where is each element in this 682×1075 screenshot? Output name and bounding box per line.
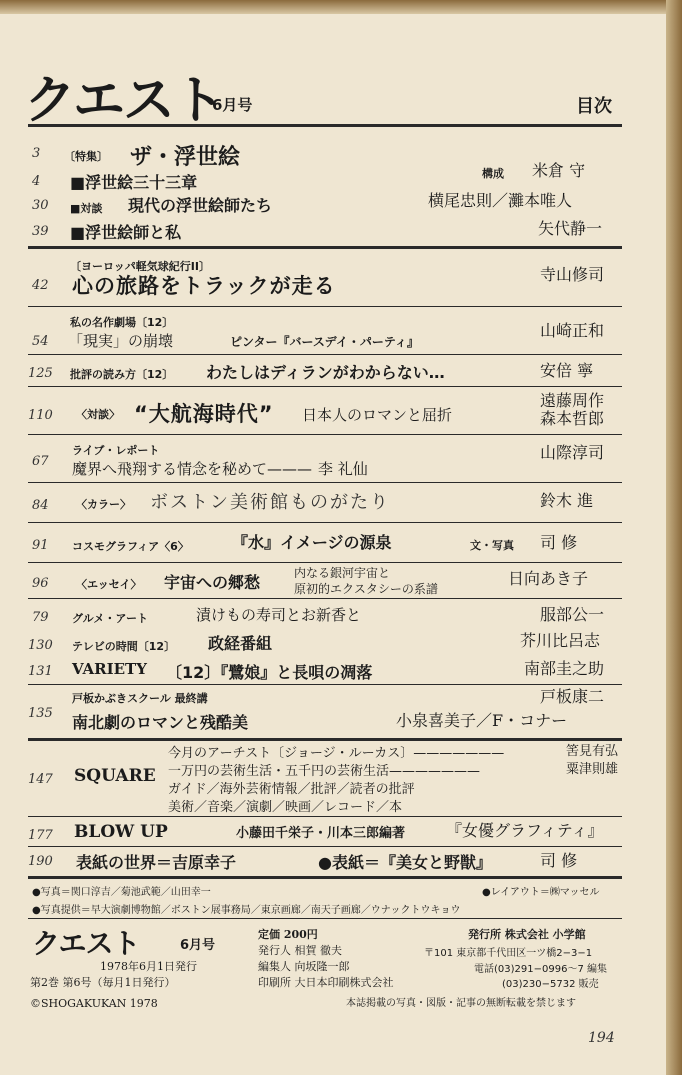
header-rule xyxy=(28,124,622,127)
author-name: 服部公一 xyxy=(540,605,605,624)
section-rule xyxy=(28,522,622,523)
author-name: 鈴木 進 xyxy=(540,491,594,510)
page-number: 130 xyxy=(28,638,53,653)
category-label: グルメ・アート xyxy=(72,612,149,625)
section-rule xyxy=(28,562,622,563)
article-subtitle: 内なる銀河宇宙と xyxy=(294,566,391,580)
article-title: わたしはディランがわからない… xyxy=(206,363,445,382)
category-label: 〈カラー〉 xyxy=(76,498,131,511)
author-name: 日向あき子 xyxy=(508,569,589,588)
page-number: 79 xyxy=(32,610,49,625)
section-rule xyxy=(28,246,622,249)
copyright: ©SHOGAKUKAN 1978 xyxy=(30,997,158,1010)
section-rule xyxy=(28,846,622,847)
category-label: コスモグラフィア〈6〉 xyxy=(72,540,189,553)
publisher-address: 〒101 東京都千代田区一ツ橋2−3−1 xyxy=(424,948,593,959)
section-rule xyxy=(28,684,622,685)
page-number: 135 xyxy=(28,706,53,721)
category-label: 〔特集〕 xyxy=(64,150,108,163)
section-rule xyxy=(28,482,622,483)
article-title: 一万円の芸術生活・五千円の芸術生活——————— xyxy=(168,764,481,779)
article-title: “大航海時代” xyxy=(134,402,274,426)
section-rule xyxy=(28,598,622,599)
page-number: 39 xyxy=(32,224,49,239)
section-rule xyxy=(28,434,622,435)
author-name: 戸板康二 xyxy=(540,687,605,706)
page-number: 67 xyxy=(32,454,49,469)
phone-editorial: 電話(03)291−0996〜7 編集 xyxy=(474,964,607,975)
article-title: ■浮世絵三十三章 xyxy=(70,173,198,192)
author-name: 司 修 xyxy=(540,851,578,870)
article-title: ■浮世絵師と私 xyxy=(70,223,182,242)
section-rule xyxy=(28,738,622,741)
article-title: 「現実」の崩壊 xyxy=(68,332,174,350)
copyright-notice: 本誌掲載の写真・図版・記事の無断転載を禁じます xyxy=(346,998,576,1009)
author-name: 山崎正和 xyxy=(540,321,605,340)
article-title: ザ・浮世絵 xyxy=(130,145,241,170)
page-number: 125 xyxy=(28,366,53,381)
page-number: 4 xyxy=(32,174,41,189)
page-spine-edge xyxy=(666,0,682,1075)
article-title: 南北劇のロマンと残酷美 xyxy=(72,713,249,732)
author-name: 森本哲郎 xyxy=(540,409,605,428)
article-subtitle: ピンター『バースデイ・パーティ』 xyxy=(230,335,419,349)
author-name: 寺山修司 xyxy=(540,265,605,284)
price: 定価 200円 xyxy=(258,928,318,941)
article-title: 小藤田千栄子・川本三郎編著 xyxy=(236,826,406,841)
printer-line: 印刷所 大日本印刷株式会社 xyxy=(258,976,394,989)
layout-credit: ●レイアウト＝㈱マッセル xyxy=(482,887,600,898)
category-label: BLOW UP xyxy=(74,822,168,842)
page-title: 目次 xyxy=(576,96,612,117)
author-name: 司 修 xyxy=(540,533,578,552)
category-label: 私の名作劇場〔12〕 xyxy=(70,316,174,329)
article-title: 〔12〕『鷺娘』と長唄の凋落 xyxy=(166,663,373,682)
editor-line: 編集人 向坂隆一郎 xyxy=(258,960,350,973)
category-label: 〈エッセイ〉 xyxy=(76,578,142,591)
category-label: ■対談 xyxy=(70,202,103,215)
page-number: 96 xyxy=(32,576,49,591)
page-number: 190 xyxy=(28,854,53,869)
publish-date: 1978年6月1日発行 xyxy=(100,960,197,973)
author-name: 筈見有弘 xyxy=(566,744,619,759)
page-number: 110 xyxy=(28,408,53,423)
author-name: 李 礼仙 xyxy=(318,460,368,478)
page-number: 91 xyxy=(32,538,49,553)
article-title: ●表紙＝『美女と野獣』 xyxy=(318,853,492,872)
credit-label: 文・写真 xyxy=(470,539,514,552)
article-title: ボストン美術館ものがたり xyxy=(150,492,390,513)
colophon-logo: クエスト xyxy=(32,927,140,960)
author-name: 矢代静一 xyxy=(538,219,603,238)
article-subtitle: 原初的エクスタシーの系譜 xyxy=(294,582,438,596)
publishing-house: 発行所 株式会社 小学館 xyxy=(468,928,586,941)
author-name: 芥川比呂志 xyxy=(520,631,601,650)
page-number: 84 xyxy=(32,498,49,513)
article-title: 心の旅路をトラックが走る xyxy=(72,274,336,298)
author-name: 安倍 寧 xyxy=(540,361,594,380)
article-title: 漬けもの寿司とお新香と xyxy=(196,606,362,624)
article-title: 美術／音楽／演劇／映画／レコード／本 xyxy=(168,800,403,815)
footnote-rule xyxy=(28,918,622,919)
author-name: 小泉喜美子／F・コナー xyxy=(396,711,568,730)
page-number: 30 xyxy=(32,198,49,213)
section-rule xyxy=(28,354,622,355)
colophon-issue: 6月号 xyxy=(180,938,216,953)
category-label: テレビの時間〔12〕 xyxy=(72,640,176,653)
category-label: VARIETY xyxy=(72,660,147,678)
page-number: 42 xyxy=(32,278,49,293)
photo-credits: ●写真＝関口淳吉／菊池武範／山田幸一 xyxy=(32,887,211,898)
section-rule xyxy=(28,876,622,879)
article-title: 現代の浮世絵師たち xyxy=(128,196,273,215)
publisher-line: 発行人 相賀 徹夫 xyxy=(258,944,342,957)
volume-info: 第2巻 第6号（毎月1日発行） xyxy=(30,976,176,989)
article-title: 宇宙への郷愁 xyxy=(164,573,261,592)
section-rule xyxy=(28,816,622,817)
photo-providers: ●写真提供＝早大演劇博物館／ボストン展事務局／東京画廊／南天子画廊／ウナックトウキョウ xyxy=(32,905,461,916)
article-title: 政経番組 xyxy=(208,634,273,653)
category-label: 戸板かぶきスクール 最終講 xyxy=(72,692,208,705)
page-top-edge xyxy=(0,0,682,14)
article-title: 表紙の世界＝吉原幸子 xyxy=(76,853,237,872)
page-number: 54 xyxy=(32,334,49,349)
category-label: SQUARE xyxy=(74,766,156,786)
article-title: 今月のアーチスト〔ジョージ・ルーカス〕——————— xyxy=(168,746,505,761)
magazine-logo: クエスト xyxy=(24,70,223,131)
author-name: 南部圭之助 xyxy=(524,659,605,678)
author-name: 粟津則雄 xyxy=(566,762,619,777)
article-subtitle: 日本人のロマンと屈折 xyxy=(302,406,453,424)
page-number: 3 xyxy=(32,146,41,161)
article-subtitle: 『女優グラフィティ』 xyxy=(446,821,604,840)
phone-sales: (03)230−5732 販売 xyxy=(502,979,599,990)
page-number: 177 xyxy=(28,828,53,843)
page-number: 131 xyxy=(28,664,53,679)
category-label: 〔ヨーロッパ軽気球紀行II〕 xyxy=(70,260,210,273)
article-title: 『水』イメージの源泉 xyxy=(232,533,392,552)
section-rule xyxy=(28,386,622,387)
issue-month: 6月号 xyxy=(212,96,253,114)
author-name: 遠藤周作 xyxy=(540,391,605,410)
author-name: 米倉 守 xyxy=(532,161,586,180)
category-label: 〈対談〉 xyxy=(76,408,120,421)
page-folio: 194 xyxy=(588,1030,615,1046)
article-title: ガイド／海外芸術情報／批評／読者の批評 xyxy=(168,782,415,797)
page-number: 147 xyxy=(28,772,53,787)
author-name: 横尾忠則／灘本唯人 xyxy=(428,191,573,210)
category-label: 批評の読み方〔12〕 xyxy=(70,368,174,381)
author-name: 山際淳司 xyxy=(540,443,605,462)
category-label: ライブ・レポート xyxy=(72,444,160,457)
article-title: 魔界へ飛翔する情念を秘めて——— xyxy=(72,460,313,478)
section-rule xyxy=(28,306,622,307)
credit-label: 構成 xyxy=(482,167,504,180)
